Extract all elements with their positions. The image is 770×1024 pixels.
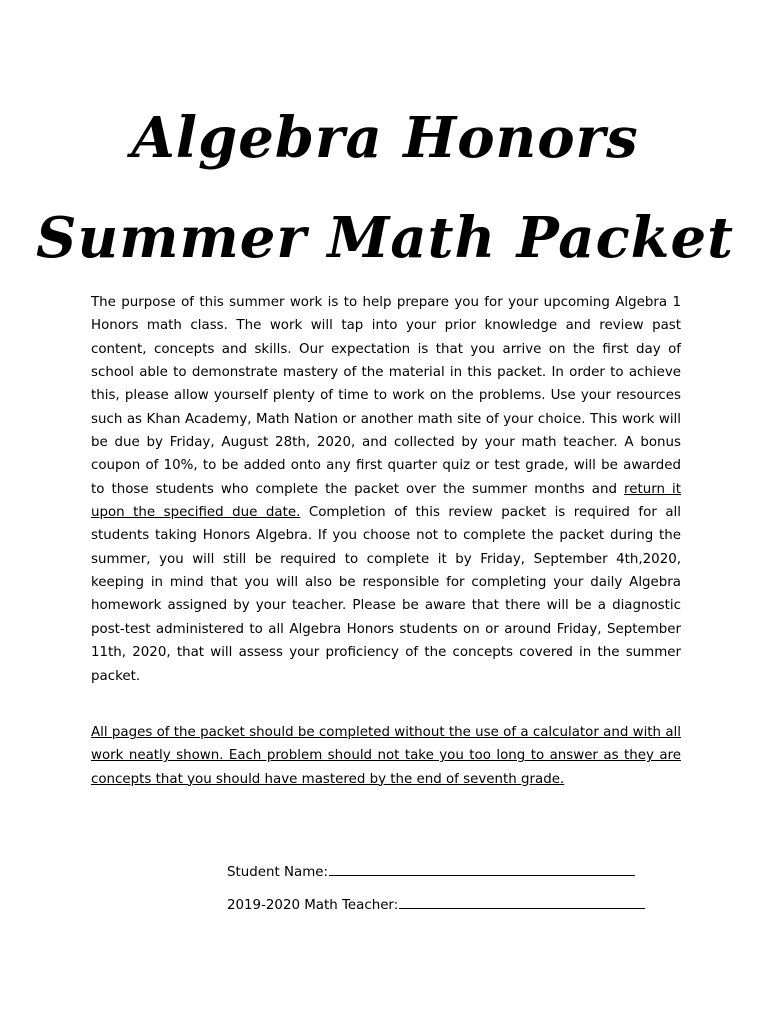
student-name-row xyxy=(227,861,677,883)
title-line-1: Algebra Honors xyxy=(131,105,639,171)
student-name-label: Student Name: xyxy=(227,865,328,880)
intro-text-part-1: The purpose of this summer work is to help prepare you for your upcoming Algebra 1 Honors math class. The work will tap into your prior knowledge and review past content, concepts and skills. Our expectation is that you arrive on the first day of school able to demonstrate mastery of the material in this packet. In order to achieve this, please allow yourself plenty of time to work on the problems. Use your resources such as Khan Academy, Math Nation or another math site of your choice. This work will be due by Friday, August 28th, 2020, and collected by your math teacher. A bonus coupon of 10%, to be added onto any first quarter quiz or test grade, will be awarded to those students who complete the packet over the summer months and xyxy=(91,295,681,497)
instructions-paragraph: All pages of the packet should be completed without the use of a calculator and with all work neatly shown. Each problem should not take you too long to answer as they are concepts that you should have mastered by the end of seventh grade. xyxy=(91,725,681,787)
title-line-2: Summer Math Packet xyxy=(36,205,734,271)
math-teacher-label: 2019-2020 Math Teacher: xyxy=(227,898,399,913)
student-name-blank[interactable] xyxy=(329,861,635,876)
intro-text-part-2: Completion of this review packet is required for all students taking Honors Algebra. If you choose not to complete the packet during the summer, you will still be required to complete it by Friday, September 4th,2020, keeping in mind that you will also be responsible for completing your daily Algebra homework assigned by your teacher. Please be aware that there will be a diagnostic post-test administered to all Algebra Honors students on or around Friday, September 11th, 2020, that will assess your proficiency of the concepts covered in the summer packet. xyxy=(91,505,681,684)
due-date-emphasis: return it upon the specified due date. xyxy=(91,481,681,521)
intro-paragraph xyxy=(91,291,681,688)
math-teacher-row xyxy=(227,894,677,916)
math-teacher-blank[interactable] xyxy=(399,894,645,909)
